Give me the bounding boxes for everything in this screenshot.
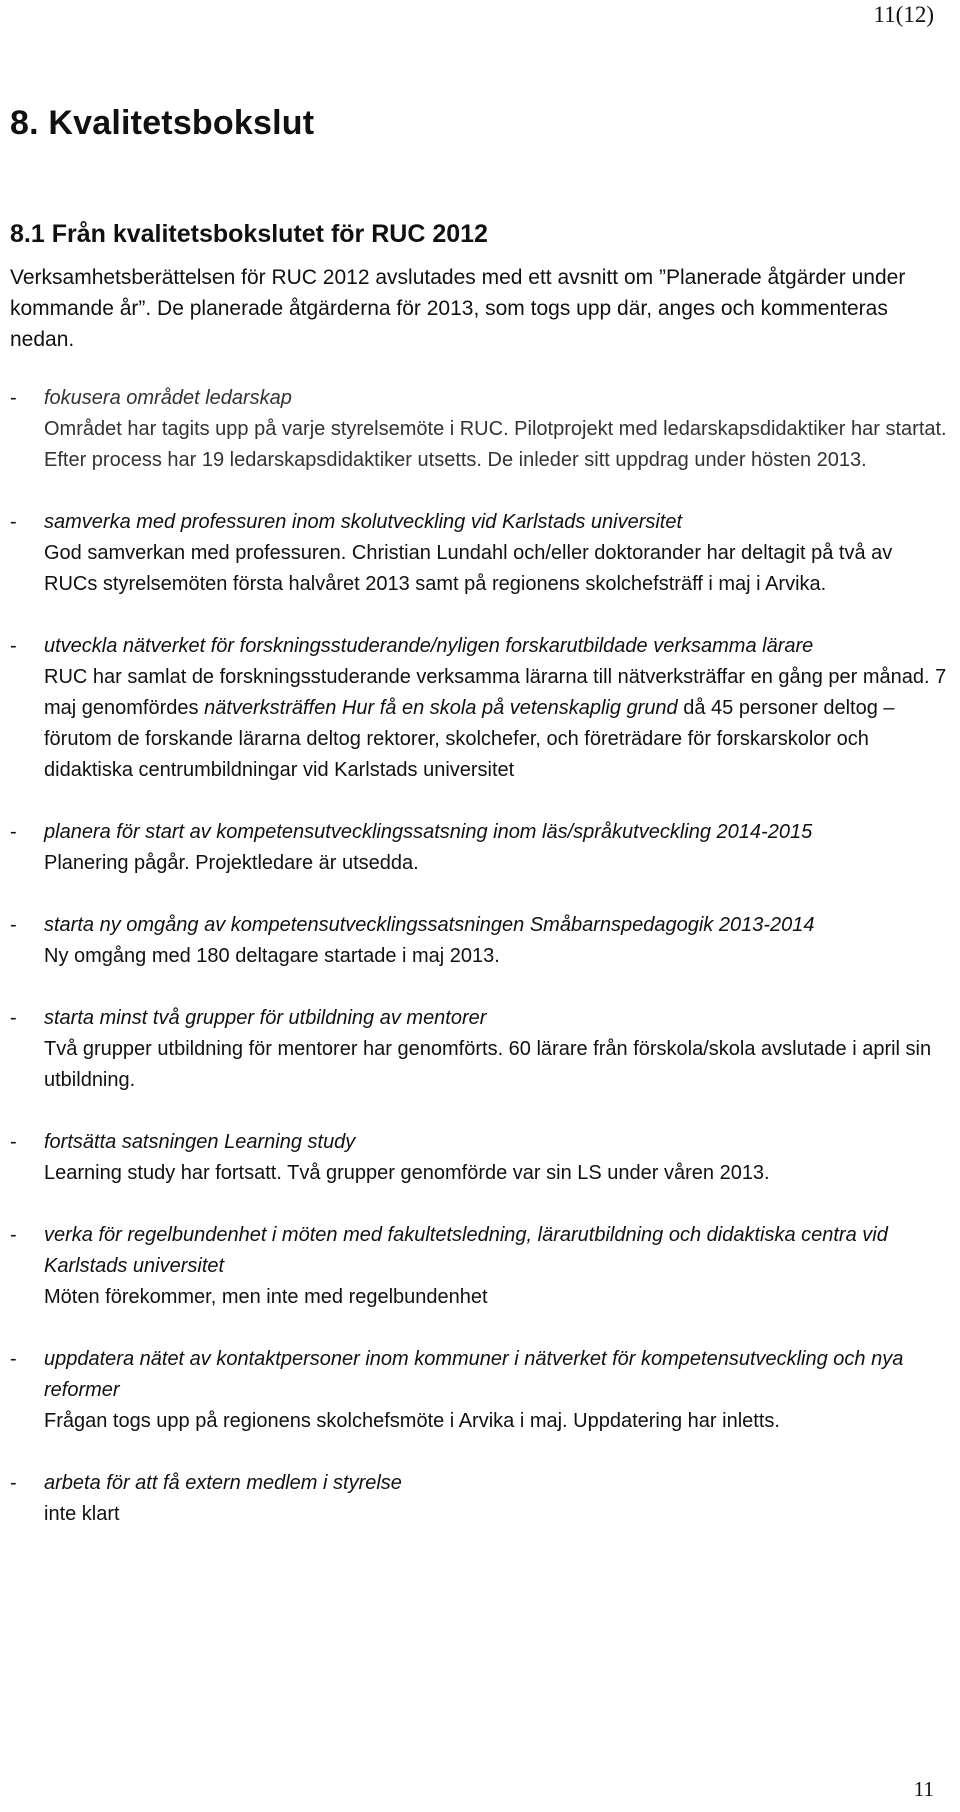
item-title: utveckla nätverket för forskningsstuderande/nyligen forskarutbildade verksamma lärare [44,635,814,657]
list-item [10,1468,950,1530]
section-heading: 8. Kvalitetsbokslut [10,104,315,142]
item-body: God samverkan med professuren. Christian Lundahl och/eller doktorander har deltagit på två av RUCs styrelsemöten första halvåret 2013 samt på regionens skolchefsträff i maj i Arvika. [44,542,893,595]
item-body: Planering pågår. Projektledare är utsedda. [44,852,419,874]
list-item [10,631,950,786]
item-title: fokusera området ledarskap [44,387,292,409]
item-title: verka för regelbundenhet i möten med fakultetsledning, lärarutbildning och didaktiska centra vid Karlstads universitet [44,1224,888,1277]
item-body-italic: nätverksträffen Hur få en skola på vetenskaplig grund [204,697,678,719]
item-title: starta ny omgång av kompetensutvecklingssatsningen Småbarnspedagogik 2013-2014 [44,914,815,936]
list-item [10,383,950,476]
list-dash: - [10,387,17,409]
item-body: Frågan togs upp på regionens skolchefsmöte i Arvika i maj. Uppdatering har inletts. [44,1410,780,1432]
action-list [10,383,950,1561]
item-body: Learning study har fortsatt. Två grupper genomförde var sin LS under våren 2013. [44,1162,770,1184]
list-dash: - [10,1007,17,1029]
item-title: uppdatera nätet av kontaktpersoner inom kommuner i nätverket för kompetensutveckling och nya reformer [44,1348,904,1401]
list-dash: - [10,1348,17,1370]
item-body: Möten förekommer, men inte med regelbundenhet [44,1286,488,1308]
list-item [10,1003,950,1096]
list-item [10,817,950,879]
item-body-text: RUC har samlat de forskningsstuderande verksamma lärarna till nätverksträffar en gång per månad. 7 maj genomfördes [44,666,947,719]
item-body: Ny omgång med 180 deltagare startade i maj 2013. [44,945,500,967]
item-title: samverka med professuren inom skolutveckling vid Karlstads universitet [44,511,683,533]
item-body: Två grupper utbildning för mentorer har genomförts. 60 lärare från förskola/skola avslutade i april sin utbildning. [44,1038,932,1091]
item-body-text: då 45 personer deltog – förutom de forskande lärarna deltog rektorer, skolchefer, och företrädare för forskarskolor och didaktiska centrumbildningar vid Karlstads universitet [44,697,895,781]
list-item [10,1127,950,1189]
intro-paragraph: Verksamhetsberättelsen för RUC 2012 avslutades med ett avsnitt om ”Planerade åtgärder under kommande år”. De planerade åtgärderna för 2013, som togs upp där, anges och kommenteras nedan. [10,266,906,351]
list-dash: - [10,1224,17,1246]
item-title: planera för start av kompetensutvecklingssatsning inom läs/språkutveckling 2014-2015 [44,821,813,843]
item-body: Området har tagits upp på varje styrelsemöte i RUC. Pilotprojekt med ledarskapsdidaktiker har startat. Efter process har 19 ledarskapsdidaktiker utsetts. De inleder sitt uppdrag under hösten 2013. [44,418,947,471]
item-title: arbeta för att få extern medlem i styrelse [44,1472,402,1494]
list-dash: - [10,1472,17,1494]
list-dash: - [10,511,17,533]
list-item [10,1344,950,1437]
footer-page-number: 11 [913,1777,934,1801]
list-dash: - [10,635,17,657]
list-dash: - [10,1131,17,1153]
item-title: starta minst två grupper för utbildning av mentorer [44,1007,487,1029]
subsection-heading: 8.1 Från kvalitetsbokslutet för RUC 2012 [10,220,488,248]
list-item [10,1220,950,1313]
list-dash: - [10,914,17,936]
item-title: fortsätta satsningen Learning study [44,1131,356,1153]
list-item [10,507,950,600]
list-dash: - [10,821,17,843]
page-number: 11(12) [873,2,934,27]
list-item [10,910,950,972]
item-body: inte klart [44,1503,120,1525]
item-body [44,662,950,786]
